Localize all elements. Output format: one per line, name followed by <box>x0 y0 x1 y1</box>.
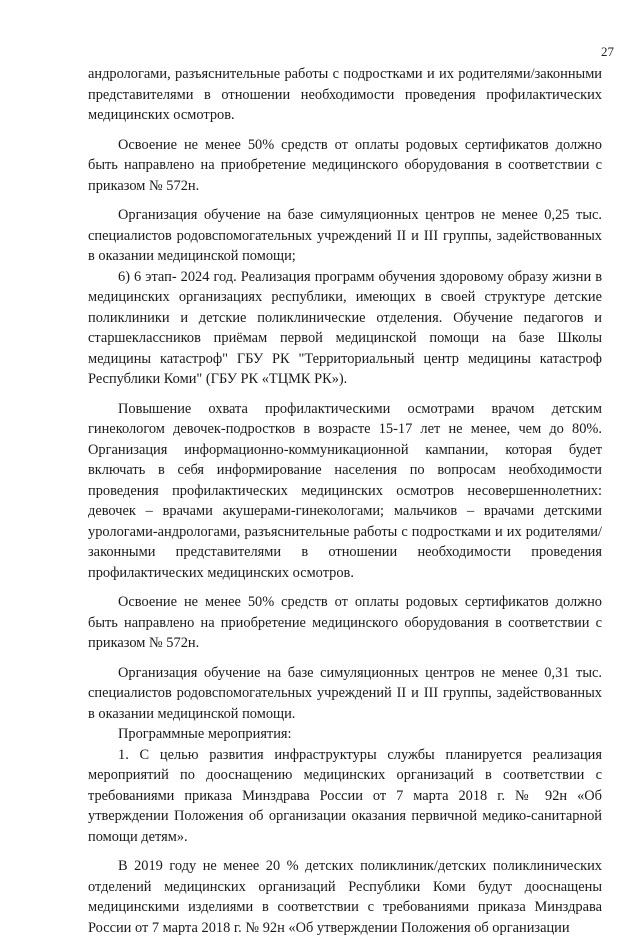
paragraph: В 2019 году не менее 20 % детских поликлиник/детских поликлинических отделений медицинских организаций Республики Коми будут дооснащены медицинскими изделиями в соответствии с требованиями приказа Минздрава России от 7 марта 2018 г. № 92н «Об утверждении Положения об организации <box>88 858 602 936</box>
paragraph: Организация обучение на базе симуляционных центров не менее 0,31 тыс. специалистов родовспомогательных учреждений II и III группы, задействованных в оказании медицинской помощи. <box>88 664 602 722</box>
paragraph: Освоение не менее 50% средств от оплаты родовых сертификатов должно быть направлено на приобретение медицинского оборудования в соответствии с приказом № 572н. <box>88 594 602 651</box>
paragraph: Организация обучение на базе симуляционных центров не менее 0,25 тыс. специалистов родовспомогательных учреждений II и III группы, задействованных в оказании медицинской помощи; <box>88 207 602 264</box>
paragraph: Освоение не менее 50% средств от оплаты родовых сертификатов должно быть направлено на приобретение медицинского оборудования в соответствии с приказом № 572н. <box>88 136 602 194</box>
page-number: 27 <box>601 44 614 59</box>
paragraph: 6) 6 этап- 2024 год. Реализация программ обучения здоровому образу жизни в медицинских организациях республики, имеющих в своей структуре детские поликлиники и детские поликлинические отделения. Обучение педагогов и старшеклассников приёмам первой медицинской помощи на базе Школы медицины катастроф" ГБУ РК "Территориальный центр медицины катастроф Республики Коми" (ГБУ РК «ТЦМК РК»). <box>88 268 602 387</box>
numbered-item: 1. С целью развития инфраструктуры службы планируется реализация мероприятий по дооснащению медицинских организаций в соответствии с требованиями приказа Минздрава России от 7 марта 2018 г. № 92н «Об утверждении Положения об организации оказания первичной медико-санитарной помощи детям». <box>88 746 602 845</box>
section-heading: Программные мероприятия: <box>118 726 292 742</box>
paragraph: Повышение охвата профилактическими осмотрами врачом детским гинекологом девочек-подростков в возрасте 15-17 лет не менее, чем до 80%. Организация информационно-коммуникационной кампании, которая будет включать в себя информирование населения по вопросам необходимости проведения профилактических медицинских осмотров несовершеннолетних: девочек – врачами акушерами-гинекологами; мальчиков – врачами детскими урологами-андрологами, разъяснительные работы с подростками и их родителями/законными представителями в отношении необходимости проведения профилактических медицинских осмотров. <box>88 400 602 581</box>
paragraph: андрологами, разъяснительные работы с подростками и их родителями/законными представителями в отношении необходимости проведения профилактических медицинских осмотров. <box>88 66 602 123</box>
document-body <box>88 64 602 938</box>
